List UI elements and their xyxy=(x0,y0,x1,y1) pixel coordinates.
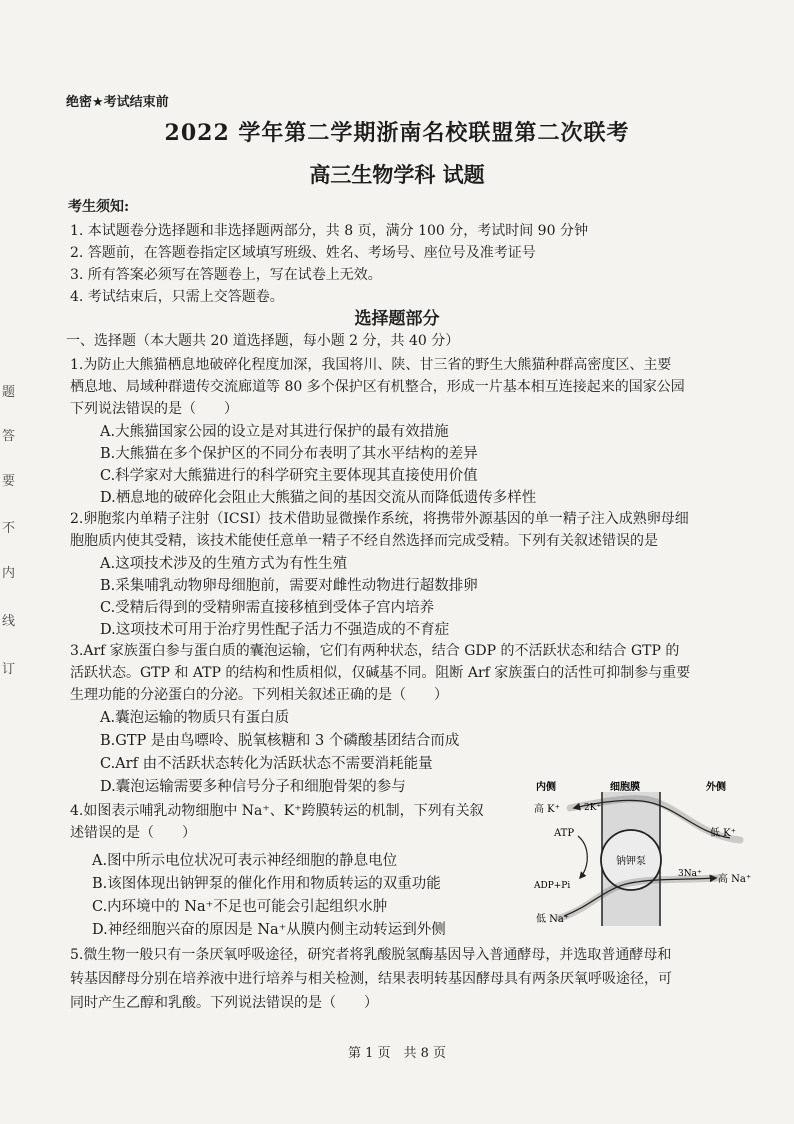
notice-item: 3. 所有答案必须写在答题卷上，写在试卷上无效。 xyxy=(70,267,382,283)
exam-title: 2022 学年第二学期浙南名校联盟第二次联考 xyxy=(164,120,630,146)
question-4-option-c: C.内环境中的 Na⁺不足也可能会引起组织水肿 xyxy=(92,899,388,915)
binding-mark: 答 xyxy=(2,429,16,444)
question-4-option-a: A.图中所示电位状况可表示神经细胞的静息电位 xyxy=(92,853,398,869)
binding-mark: 不 xyxy=(2,521,16,536)
binding-mark: 线 xyxy=(2,614,16,629)
exam-subtitle: 高三生物学科 试题 xyxy=(309,162,485,187)
question-3-stem: 活跃状态。GTP 和 ATP 的结构和性质相似，仅碱基不同。阻断 Arf 家族蛋白的活性可抑制参与重要 xyxy=(70,665,691,681)
sodium-potassium-pump-diagram xyxy=(530,778,762,928)
question-2-stem: 胞胞质内使其受精，该技术能使任意单一精子不经自然选择而完成受精。下列有关叙述错误的是 xyxy=(70,533,658,549)
question-4-option-d: D.神经细胞兴奋的原因是 Na⁺从膜内侧主动转运到外侧 xyxy=(92,922,446,938)
question-1-option-b: B.大熊猫在多个保护区的不同分布表明了其水平结构的差异 xyxy=(100,446,478,462)
inside-label: 内侧 xyxy=(536,782,556,793)
question-2-option-d: D.这项技术可用于治疗男性配子活力不强造成的不育症 xyxy=(100,622,450,638)
high-k-label: 高 K⁺ xyxy=(534,804,560,815)
question-1-stem: 下列说法错误的是（ ） xyxy=(70,401,238,417)
atp-label: ATP xyxy=(554,828,575,839)
high-na-label: 高 Na⁺ xyxy=(718,874,752,885)
question-4-option-b: B.该图体现出钠钾泵的催化作用和物质转运的双重功能 xyxy=(92,876,441,892)
atp-hydrolysis-arrow xyxy=(578,836,587,878)
question-1-stem: 1.为防止大熊猫栖息地破碎化程度加深，我国将川、陕、甘三省的野生大熊猫种群高密度区、主要 xyxy=(70,357,672,373)
binding-mark: 要 xyxy=(2,474,16,489)
question-3-option-a: A.囊泡运输的物质只有蛋白质 xyxy=(100,710,290,726)
question-3-option-c: C.Arf 由不活跃状态转化为活跃状态不需要消耗能量 xyxy=(100,756,433,772)
question-2-option-a: A.这项技术涉及的生殖方式为有性生殖 xyxy=(100,556,348,572)
question-3-stem: 生理功能的分泌蛋白的分泌。下列相关叙述正确的是（ ） xyxy=(70,687,448,703)
question-5-stem: 5.微生物一般只有一条厌氧呼吸途径，研究者将乳酸脱氢酶基因导入普通酵母，并选取普通酵母和 xyxy=(70,947,672,963)
section-title: 选择题部分 xyxy=(354,309,440,329)
question-1-option-a: A.大熊猫国家公园的设立是对其进行保护的最有效措施 xyxy=(100,424,449,440)
low-na-label: 低 Na⁺ xyxy=(536,914,570,925)
binding-mark: 内 xyxy=(2,566,16,581)
question-5-stem: 同时产生乙醇和乳酸。下列说法错误的是（ ） xyxy=(70,995,378,1011)
outside-label: 外侧 xyxy=(706,782,726,793)
na3-label: 3Na⁺ xyxy=(678,869,702,879)
question-2-option-b: B.采集哺乳动物卵母细胞前，需要对雌性动物进行超数排卵 xyxy=(100,578,478,594)
question-3-stem: 3.Arf 家族蛋白参与蛋白质的囊泡运输，它们有两种状态，结合 GDP 的不活跃状态和结合 GTP 的 xyxy=(70,643,680,659)
page-footer: 第 1 页 共 8 页 xyxy=(347,1046,447,1061)
notice-heading: 考生须知: xyxy=(68,199,130,215)
question-3-option-b: B.GTP 是由鸟嘌呤、脱氧核糖和 3 个磷酸基团结合而成 xyxy=(100,733,460,749)
k2-label: 2K⁺ xyxy=(584,803,602,813)
question-3-option-d: D.囊泡运输需要多种信号分子和细胞骨架的参与 xyxy=(100,779,406,795)
adp-label: ADP+Pi xyxy=(534,881,571,891)
question-5-stem: 转基因酵母分别在培养液中进行培养与相关检测，结果表明转基因酵母具有两条厌氧呼吸途径，可 xyxy=(70,971,672,987)
question-2-stem: 2.卵胞浆内单精子注射（ICSI）技术借助显微操作系统，将携带外源基因的单一精子注入成熟卵母细 xyxy=(70,511,689,527)
question-4-stem: 述错误的是（ ） xyxy=(70,825,196,841)
question-1-option-c: C.科学家对大熊猫进行的科学研究主要体现其直接使用价值 xyxy=(100,468,478,484)
low-k-label: 低 K⁺ xyxy=(710,828,736,839)
pump-label: 钠钾泵 xyxy=(616,856,646,867)
question-1-option-d: D.栖息地的破碎化会阻止大熊猫之间的基因交流从而降低遗传多样性 xyxy=(100,490,537,506)
section-intro: 一、选择题（本大题共 20 道选择题，每小题 2 分，共 40 分） xyxy=(66,333,460,349)
confidential-label: 绝密★考试结束前 xyxy=(66,95,169,110)
binding-mark: 题 xyxy=(2,385,16,400)
question-2-option-c: C.受精后得到的受精卵需直接移植到受体子宫内培养 xyxy=(100,600,435,616)
question-4-stem: 4.如图表示哺乳动物细胞中 Na⁺、K⁺跨膜转运的机制，下列有关叙 xyxy=(70,803,484,819)
notice-item: 4. 考试结束后，只需上交答题卷。 xyxy=(70,289,284,305)
binding-mark: 订 xyxy=(2,662,16,677)
notice-item: 2. 答题前，在答题卷指定区域填写班级、姓名、考场号、座位号及准考证号 xyxy=(70,245,536,261)
question-1-stem: 栖息地、局域种群遗传交流廊道等 80 多个保护区有机整合，形成一片基本相互连接起来的国家公园 xyxy=(70,379,685,395)
membrane-label: 细胞膜 xyxy=(610,782,640,793)
notice-item: 1. 本试题卷分选择题和非选择题两部分，共 8 页，满分 100 分，考试时间 90 分钟 xyxy=(70,223,588,239)
